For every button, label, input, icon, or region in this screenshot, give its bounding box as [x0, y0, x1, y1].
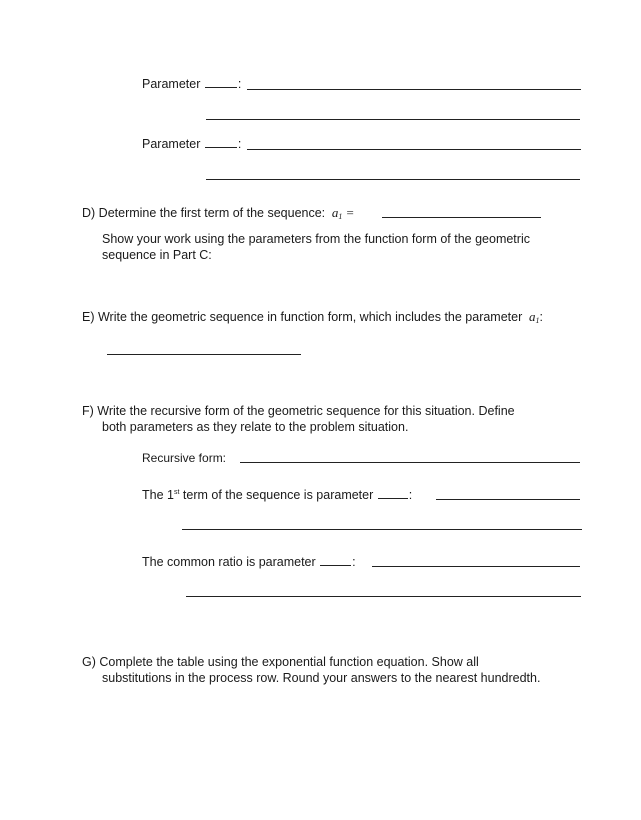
answer-line[interactable] — [182, 529, 582, 530]
math-a1: $a_1$ — [529, 309, 540, 325]
part-g-question-2: substitutions in the process row. Round your answers to the nearest hundredth. — [102, 671, 541, 685]
first-term-answer-line[interactable] — [382, 217, 541, 218]
part-f-question-1: F) Write the recursive form of the geometric sequence for this situation. Define — [82, 404, 515, 418]
function-form-answer-line[interactable] — [107, 354, 301, 355]
math-a1: $a_1$ = — [331, 205, 355, 221]
parameter-blank[interactable] — [320, 554, 351, 566]
answer-line[interactable] — [247, 89, 581, 90]
recursive-form-answer-line[interactable] — [240, 462, 580, 463]
part-d-instruction-1: Show your work using the parameters from the function form of the geometric — [102, 232, 530, 246]
colon: : — [237, 77, 242, 91]
common-ratio-row: The common ratio is parameter : — [142, 555, 356, 569]
answer-line[interactable] — [206, 179, 580, 180]
parameter-blank[interactable] — [378, 487, 408, 499]
part-d-instruction-2: sequence in Part C: — [102, 248, 212, 262]
parameter-blank[interactable] — [205, 136, 237, 148]
answer-line[interactable] — [206, 119, 580, 120]
parameter-label: Parameter — [142, 77, 201, 91]
answer-line[interactable] — [186, 596, 581, 597]
part-e-question: E) Write the geometric sequence in function form, which includes the parameter $a_1$: — [82, 309, 543, 325]
first-term-row: The 1st term of the sequence is parameter : — [142, 488, 413, 502]
parameter-row-1 — [142, 76, 241, 92]
parameter-blank[interactable] — [205, 76, 237, 88]
parameter-row-2 — [142, 136, 241, 152]
first-term-answer-line[interactable] — [436, 499, 580, 500]
part-g-question-1: G) Complete the table using the exponential function equation. Show all — [82, 655, 479, 669]
colon: : — [237, 137, 242, 151]
parameter-label: Parameter — [142, 137, 201, 151]
part-f-question-2: both parameters as they relate to the problem situation. — [102, 420, 409, 434]
answer-line[interactable] — [247, 149, 581, 150]
recursive-form-label: Recursive form: — [142, 451, 227, 465]
part-d-question: D) Determine the first term of the sequence: $a_1$ = — [82, 205, 355, 221]
common-ratio-answer-line[interactable] — [372, 566, 580, 567]
